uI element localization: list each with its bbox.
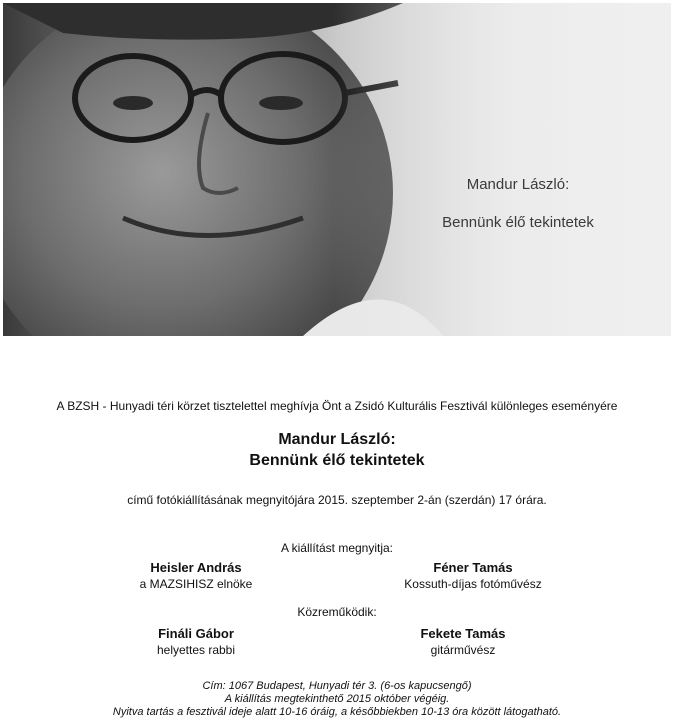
hero-caption-title: Bennünk élő tekintetek — [442, 214, 594, 231]
hero-photo — [3, 3, 671, 336]
footer-address: Cím: 1067 Budapest, Hunyadi tér 3. (6-os kapucsengő) — [202, 680, 472, 692]
opener-1-name: Heisler András — [150, 560, 242, 575]
opener-1 — [96, 560, 296, 591]
footer-hours: Nyitva tartás a fesztivál ideje alatt 10-16 óráig, a későbbiekben 10-13 óra között látogatható. — [112, 706, 562, 718]
contributor-2-name: Fekete Tamás — [420, 626, 506, 641]
opening-details: című fotókiállításának megnyitójára 2015. szeptember 2-án (szerdán) 17 órára. — [127, 493, 547, 507]
hero-caption-author: Mandur László: — [466, 176, 570, 193]
contributor-2 — [363, 626, 563, 657]
footer-viewing: A kiállítás megtekinthető 2015 október végéig. — [224, 693, 450, 705]
contributor-2-role: gitárművész — [430, 643, 496, 657]
opener-2 — [373, 560, 573, 591]
exhibition-author: Mandur László: — [278, 431, 396, 448]
contributor-1-role: helyettes rabbi — [156, 643, 236, 657]
exhibition-title: Bennünk élő tekintetek — [249, 452, 425, 469]
openers-label: A kiállítást megnyitja: — [280, 541, 394, 555]
contributor-1-name: Fináli Gábor — [158, 626, 234, 641]
opener-2-name: Féner Tamás — [433, 560, 513, 575]
contributors-label: Közreműködik: — [297, 605, 377, 619]
invitation-text: A BZSH - Hunyadi téri körzet tisztelettel meghívja Önt a Zsidó Kulturális Fesztivál különleges eseményére — [56, 399, 618, 413]
contributor-1 — [96, 626, 296, 657]
opener-2-role: Kossuth-díjas fotóművész — [404, 577, 542, 591]
portrait-photo — [3, 3, 671, 336]
opener-1-role: a MAZSIHISZ elnöke — [139, 577, 253, 591]
